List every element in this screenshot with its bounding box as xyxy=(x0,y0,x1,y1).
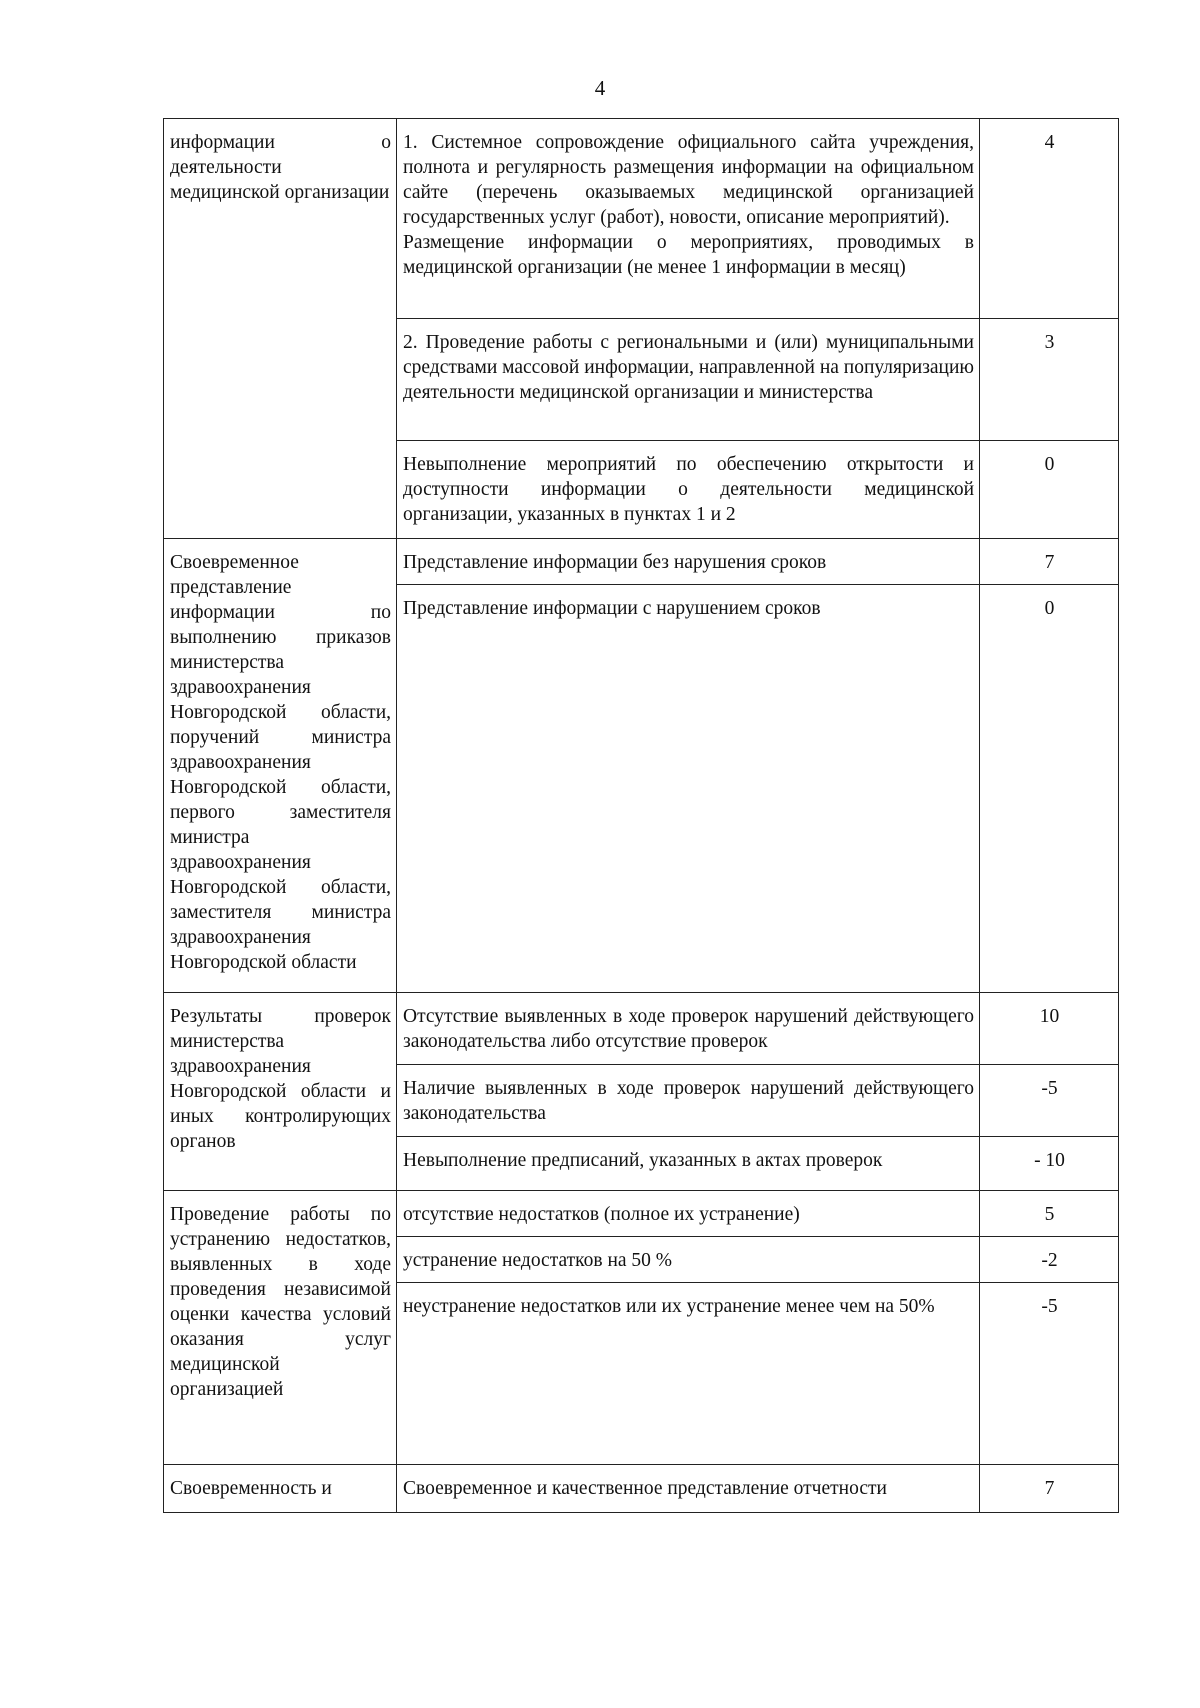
page-number: 4 xyxy=(594,76,606,100)
score-value: 5 xyxy=(1044,1204,1055,1225)
score-value: 10 xyxy=(1039,1006,1060,1027)
description-text: Отсутствие выявленных в ходе проверок нарушений действующего законодательства либо отсутствие проверок xyxy=(403,1006,974,1052)
criterion-cell xyxy=(164,1465,397,1513)
score-value: -2 xyxy=(1041,1250,1058,1271)
criterion-cell xyxy=(164,119,397,539)
table-row xyxy=(164,1465,1119,1513)
description-cell xyxy=(397,539,980,585)
description-text: Невыполнение мероприятий по обеспечению открытости и доступности информации о деятельности медицинской организации, указанных в пунктах 1 и 2 xyxy=(403,454,974,525)
description-text: неустранение недостатков или их устранение менее чем на 50% xyxy=(403,1296,935,1317)
description-text: 2. Проведение работы с региональными и (или) муниципальными средствами массовой информации, направленной на популяризацию деятельности медицинской организации и министерства xyxy=(403,332,974,403)
score-value: - 10 xyxy=(1034,1150,1065,1171)
criterion-text: Проведение работы по устранению недостатков, выявленных в ходе проведения независимой оценки качества условий оказания услуг медицинской организацией xyxy=(170,1204,391,1400)
description-text: Наличие выявленных в ходе проверок нарушений действующего законодательства xyxy=(403,1078,974,1124)
criterion-cell xyxy=(164,993,397,1191)
score-value: -5 xyxy=(1041,1296,1058,1317)
criterion-text: Своевременность и xyxy=(170,1478,332,1499)
description-text: Невыполнение предписаний, указанных в актах проверок xyxy=(403,1150,883,1171)
description-text: Своевременное и качественное представление отчетности xyxy=(403,1478,887,1499)
score-value: 7 xyxy=(1044,1478,1055,1499)
score-cell xyxy=(980,1283,1119,1465)
score-value: 0 xyxy=(1044,598,1055,619)
score-cell xyxy=(980,441,1119,539)
score-value: -5 xyxy=(1041,1078,1058,1099)
criterion-text: Результаты проверок министерства здравоохранения Новгородской области и иных контролирующих органов xyxy=(170,1006,391,1152)
description-cell xyxy=(397,1283,980,1465)
criterion-cell xyxy=(164,1191,397,1465)
score-cell xyxy=(980,1137,1119,1191)
score-cell xyxy=(980,585,1119,993)
score-cell xyxy=(980,1465,1119,1513)
score-cell xyxy=(980,1065,1119,1137)
description-cell xyxy=(397,1065,980,1137)
description-cell xyxy=(397,1237,980,1283)
description-text: Представление информации без нарушения сроков xyxy=(403,552,827,573)
score-value: 0 xyxy=(1044,454,1055,475)
score-cell xyxy=(980,319,1119,441)
description-text: Представление информации с нарушением сроков xyxy=(403,598,821,619)
score-cell xyxy=(980,993,1119,1065)
description-text: отсутствие недостатков (полное их устранение) xyxy=(403,1204,800,1225)
description-cell xyxy=(397,319,980,441)
description-text: устранение недостатков на 50 % xyxy=(403,1250,673,1271)
score-cell xyxy=(980,1191,1119,1237)
score-cell xyxy=(980,119,1119,319)
description-cell xyxy=(397,119,980,319)
score-value: 7 xyxy=(1044,552,1055,573)
criterion-cell xyxy=(164,539,397,993)
description-cell xyxy=(397,1137,980,1191)
table-row xyxy=(164,1191,1119,1237)
table-row xyxy=(164,119,1119,319)
score-value: 4 xyxy=(1044,132,1055,153)
description-text: 1. Системное сопровождение официального сайта учреждения, полнота и регулярность размещения информации на официальном сайте (перечень оказываемых медицинской организацией государственных услуг (работ), новости, описание мероприятий). Размещение информации о мероприятиях, проводимых в медицинской организации (не менее 1 информации в месяц) xyxy=(403,132,974,278)
description-cell xyxy=(397,993,980,1065)
score-cell xyxy=(980,1237,1119,1283)
score-cell xyxy=(980,539,1119,585)
table-row xyxy=(164,993,1119,1065)
criterion-text: информации о деятельности медицинской организации xyxy=(170,132,391,203)
description-cell xyxy=(397,441,980,539)
criteria-table xyxy=(163,118,1119,1513)
criterion-text: Своевременное представление информации по выполнению приказов министерства здравоохранения Новгородской области, поручений министра здравоохранения Новгородской области, первого заместителя министра здравоохранения Новгородской области, заместителя министра здравоохранения Новгородской области xyxy=(170,552,391,973)
score-value: 3 xyxy=(1044,332,1055,353)
description-cell xyxy=(397,585,980,993)
description-cell xyxy=(397,1191,980,1237)
description-cell xyxy=(397,1465,980,1513)
table-row xyxy=(164,539,1119,585)
